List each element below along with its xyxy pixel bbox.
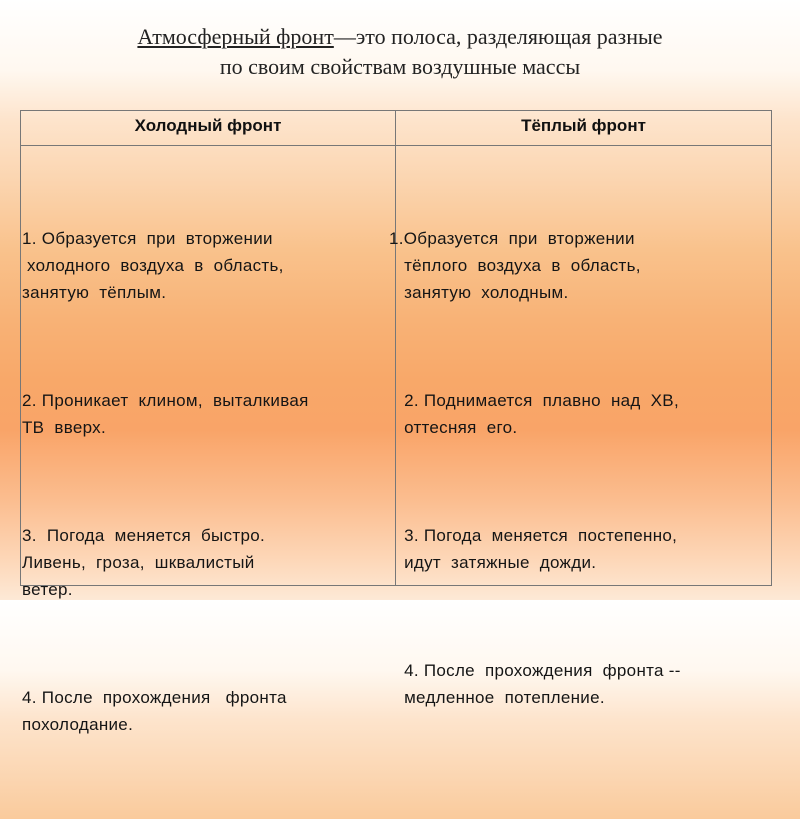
cold-front-point-2: 2. Проникает клином, выталкивая ТВ вверх.: [22, 391, 309, 437]
cold-front-point-3: 3. Погода меняется быстро. Ливень, гроза, шквалистый ветер.: [22, 526, 265, 599]
comparison-table: [20, 110, 772, 734]
title-line-2: по своим свойствам воздушные массы: [219, 54, 581, 79]
header-warm-front: Тёплый фронт: [521, 116, 646, 135]
cold-front-column: [22, 171, 309, 819]
slide-title: [40, 22, 760, 82]
warm-front-column: [389, 171, 681, 792]
warm-front-point-1: 1.Образуется при вторжении тёплого воздуха в область, занятую холодным.: [389, 229, 641, 302]
title-line-1: [40, 22, 760, 52]
title-term: Атмосферный фронт: [137, 24, 334, 49]
title-definition: —это полоса, разделяющая разные: [333, 24, 663, 49]
cold-front-point-4: 4. После прохождения фронта похолодание.: [22, 688, 287, 734]
warm-front-point-3: 3. Погода меняется постепенно, идут затяжные дожди.: [404, 526, 678, 572]
header-cold-front: Холодный фронт: [134, 116, 282, 135]
warm-front-point-4: 4. После прохождения фронта -- медленное потепление.: [404, 661, 681, 707]
warm-front-point-2: 2. Поднимается плавно над ХВ, оттесняя его.: [404, 391, 679, 437]
cold-front-point-1: 1. Образуется при вторжении холодного воздуха в область, занятую тёплым.: [22, 229, 284, 302]
